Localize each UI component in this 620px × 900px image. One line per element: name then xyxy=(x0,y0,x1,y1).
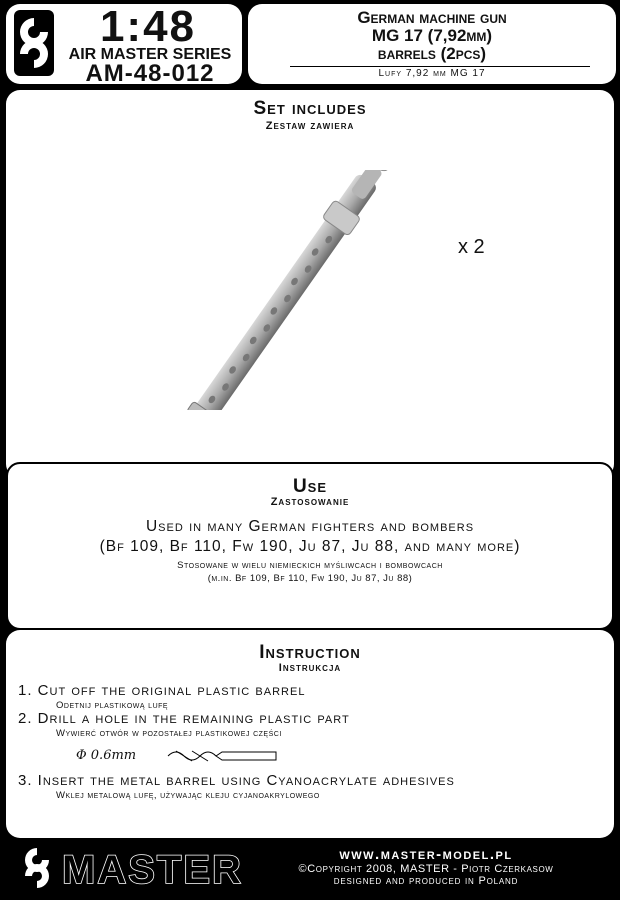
barrel-render-image xyxy=(146,170,436,410)
use-line1: Used in many German fighters and bombers xyxy=(145,518,475,535)
header-divider xyxy=(290,66,590,67)
instruction-panel xyxy=(6,630,614,838)
use-pl-line2: (m.in. Bf 109, Bf 110, Fw 190, Ju 87, Ju 88) xyxy=(207,573,413,584)
drill-size-label: Φ 0.6mm xyxy=(76,748,137,763)
use-subtitle: Zastosowanie xyxy=(270,496,350,508)
step-1: 1. Cut off the original plastic barrel xyxy=(18,682,306,699)
header-right-panel xyxy=(248,4,616,84)
step-3: 3. Insert the metal barrel using Cyanoacrylate adhesives xyxy=(18,772,455,789)
drill-bit-icon xyxy=(166,748,278,764)
use-pl-line1: Stosowane w wielu niemieckich myśliwcach i bombowcach xyxy=(177,560,443,571)
step-3-pl: Wklej metalową lufę, używając kleju cyjanoakrylowego xyxy=(56,790,320,801)
designed-text: designed and produced in Poland xyxy=(333,875,519,887)
product-title-line3: barrels (2pcs) xyxy=(377,44,487,63)
instruction-title: Instruction xyxy=(259,642,361,663)
set-includes-subtitle: Zestaw zawiera xyxy=(265,120,355,132)
use-panel xyxy=(6,462,614,630)
product-code: AM-48-012 xyxy=(85,60,215,84)
series-label: AIR MASTER SERIES xyxy=(68,46,232,63)
use-line2: (Bf 109, Bf 110, Fw 190, Ju 87, Ju 88, and many more) xyxy=(99,538,521,555)
set-includes-panel xyxy=(6,90,614,478)
step-2-pl: Wywierć otwór w pozostałej plastikowej części xyxy=(56,728,282,739)
header-left-panel xyxy=(6,4,242,84)
scale-label: 1:48 xyxy=(99,4,197,51)
footer-logo-icon xyxy=(16,844,58,892)
set-includes-title: Set includes xyxy=(253,98,367,119)
copyright-text: ©Copyright 2008, MASTER - Piotr Czerkasow xyxy=(298,863,554,875)
use-title: Use xyxy=(292,476,328,497)
product-title-line2: MG 17 (7,92mm) xyxy=(371,26,493,45)
product-title-line1: German machine gun xyxy=(357,8,507,27)
master-logo-icon xyxy=(14,10,54,76)
footer-brand xyxy=(16,842,243,896)
instruction-subtitle: Instrukcja xyxy=(278,662,342,674)
product-subtitle-pl: Lufy 7,92 mm MG 17 xyxy=(378,68,486,79)
website-link[interactable]: www.master-model.pl xyxy=(339,846,513,863)
step-1-pl: Odetnij plastikową lufę xyxy=(56,700,169,711)
footer-info xyxy=(236,846,616,898)
quantity-label: x 2 xyxy=(458,236,485,258)
step-2: 2. Drill a hole in the remaining plastic part xyxy=(18,710,350,727)
brand-name: MASTER xyxy=(62,848,243,892)
